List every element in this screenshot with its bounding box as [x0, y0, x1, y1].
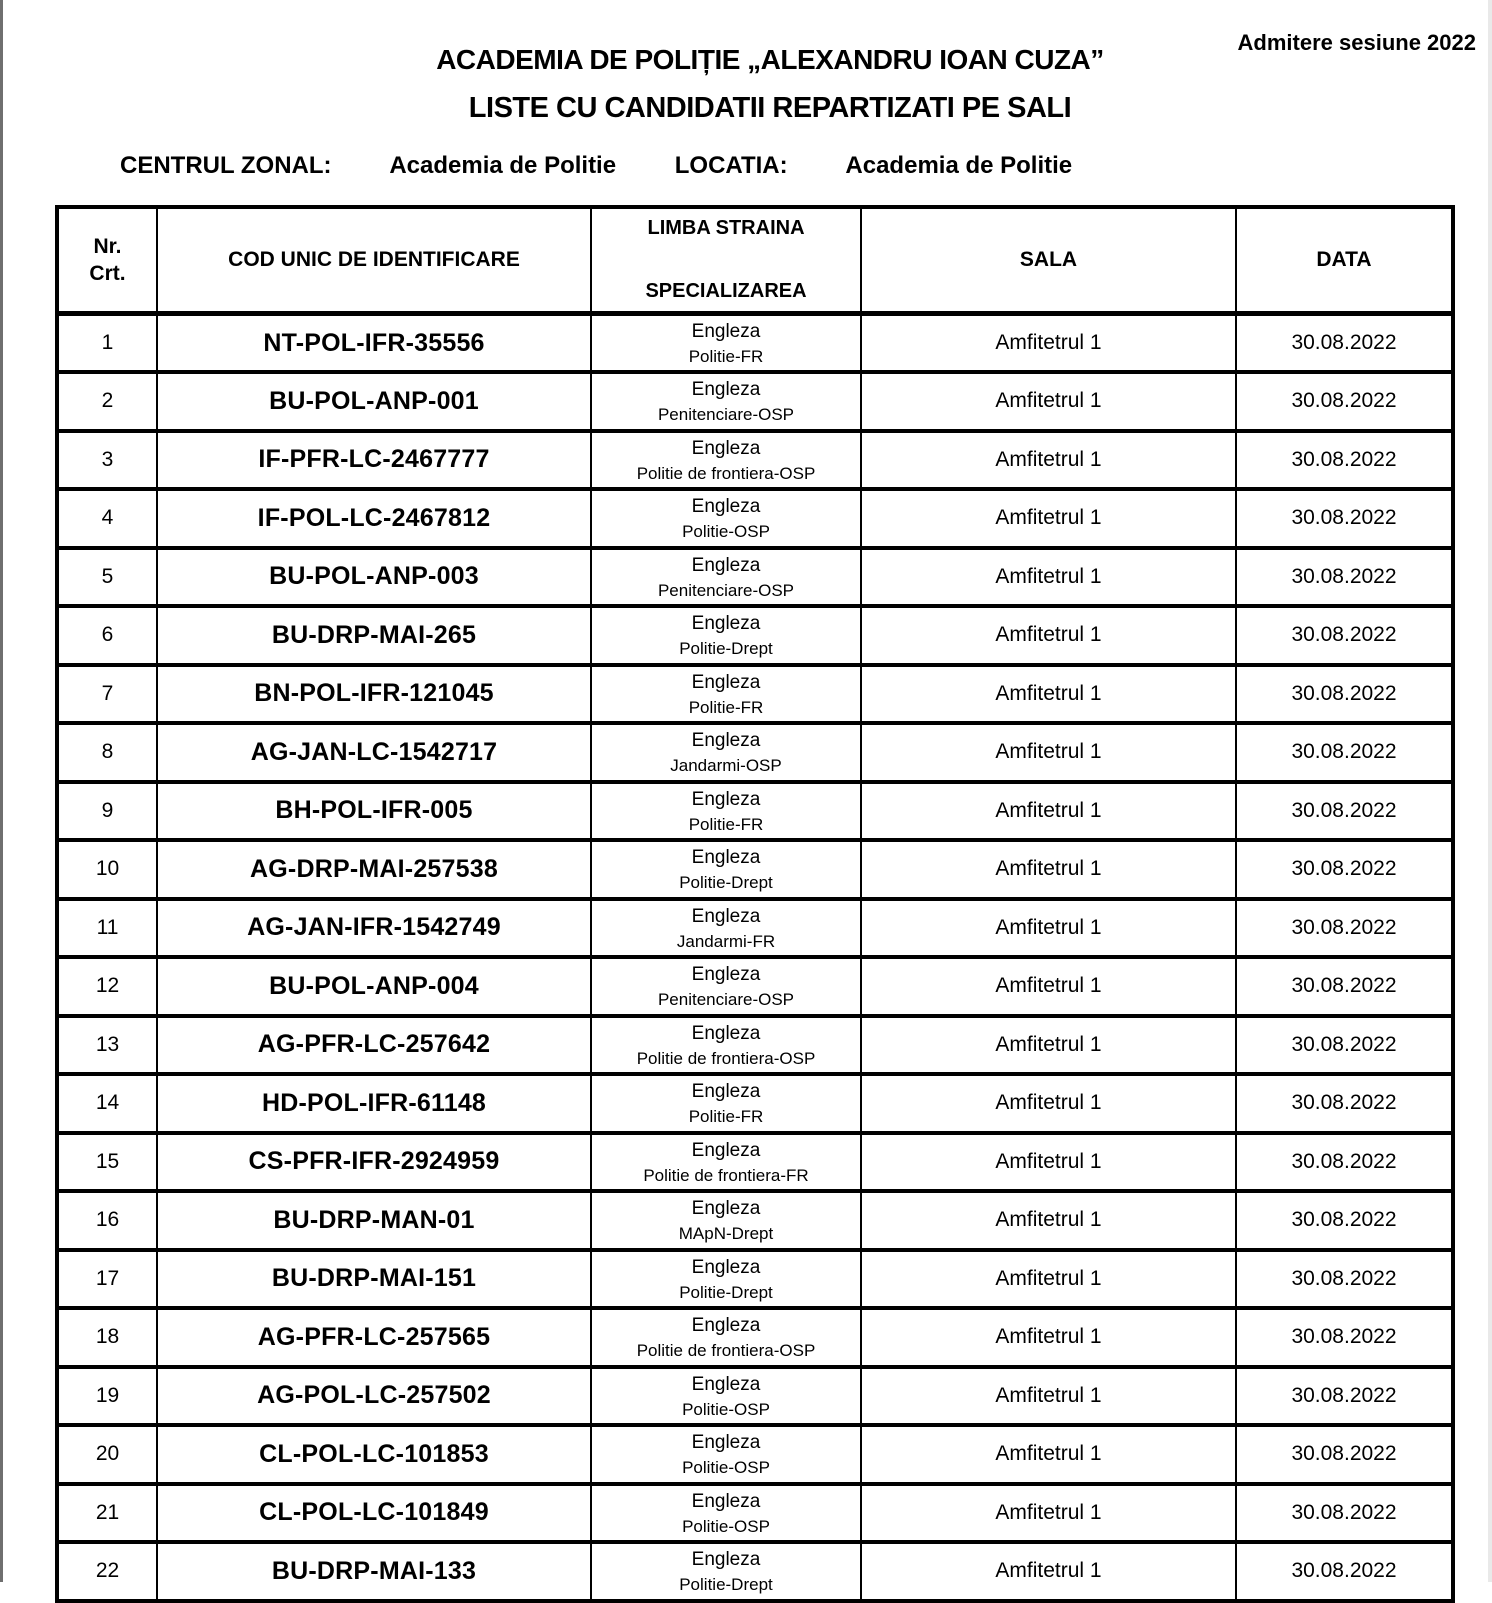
table-row: [57, 1016, 1453, 1075]
cell-language-specialization: [591, 548, 861, 607]
cell-code: CL-POL-LC-101849: [157, 1484, 591, 1543]
specialization-text: Jandarmi-OSP: [670, 756, 782, 776]
cell-code: IF-POL-LC-2467812: [157, 489, 591, 548]
cell-language-specialization: [591, 782, 861, 841]
cell-language-specialization: [591, 1250, 861, 1309]
language-text: Engleza: [691, 554, 761, 576]
cell-code: AG-JAN-IFR-1542749: [157, 899, 591, 958]
specialization-text: Politie-FR: [688, 347, 764, 366]
specialization-text: Politie-Drept: [679, 1575, 773, 1595]
language-text: Engleza: [691, 379, 761, 401]
session-label: Admitere sesiune 2022: [1237, 30, 1476, 55]
cell-code: NT-POL-IFR-35556: [157, 314, 591, 373]
table-row: [57, 489, 1453, 548]
cell-date: 30.08.2022: [1236, 372, 1453, 431]
cell-language-specialization: [591, 957, 861, 1016]
cell-language-specialization: [591, 899, 861, 958]
cell-date: 30.08.2022: [1236, 489, 1453, 548]
header-code: COD UNIC DE IDENTIFICARE: [157, 207, 591, 314]
cell-room: Amfitetrul 1: [861, 1308, 1236, 1367]
language-text: Engleza: [691, 1549, 761, 1571]
cell-room: Amfitetrul 1: [861, 1016, 1236, 1075]
table-row: [57, 840, 1453, 899]
cell-date: 30.08.2022: [1236, 1074, 1453, 1133]
table-row: [57, 782, 1453, 841]
location-label: LOCATIA:: [674, 152, 788, 179]
cell-room: Amfitetrul 1: [861, 782, 1236, 841]
specialization-text: Politie-FR: [688, 814, 764, 834]
cell-date: 30.08.2022: [1236, 1484, 1453, 1543]
cell-date: 30.08.2022: [1236, 899, 1453, 958]
candidates-table: [55, 205, 1455, 1603]
header-nr-line1: Nr.: [93, 235, 122, 258]
cell-nr: 16: [57, 1191, 157, 1250]
cell-room: Amfitetrul 1: [861, 1367, 1236, 1426]
cell-nr: 3: [57, 431, 157, 490]
table-row: [57, 957, 1453, 1016]
specialization-text: Politie-OSP: [682, 1458, 770, 1478]
cell-room: Amfitetrul 1: [861, 899, 1236, 958]
cell-code: AG-JAN-LC-1542717: [157, 723, 591, 782]
specialization-text: Politie-FR: [688, 697, 764, 717]
cell-nr: 22: [57, 1542, 157, 1601]
language-text: Engleza: [691, 788, 761, 810]
cell-code: BU-DRP-MAN-01: [157, 1191, 591, 1250]
header-room: SALA: [861, 207, 1236, 314]
cell-nr: 5: [57, 548, 157, 607]
language-text: Engleza: [691, 671, 761, 693]
cell-code: AG-DRP-MAI-257538: [157, 840, 591, 899]
cell-code: BN-POL-IFR-121045: [157, 665, 591, 724]
cell-nr: 7: [57, 665, 157, 724]
cell-room: Amfitetrul 1: [861, 1074, 1236, 1133]
cell-room: Amfitetrul 1: [861, 840, 1236, 899]
cell-code: IF-PFR-LC-2467777: [157, 431, 591, 490]
cell-nr: 10: [57, 840, 157, 899]
cell-date: 30.08.2022: [1236, 723, 1453, 782]
cell-code: BU-DRP-MAI-151: [157, 1250, 591, 1309]
table-header: [57, 207, 1453, 314]
cell-date: 30.08.2022: [1236, 1308, 1453, 1367]
cell-date: 30.08.2022: [1236, 548, 1453, 607]
language-text: Engleza: [691, 847, 761, 869]
table-row: [57, 1367, 1453, 1426]
cell-date: 30.08.2022: [1236, 1367, 1453, 1426]
specialization-text: Politie-OSP: [682, 1399, 770, 1419]
center-location-line: [120, 152, 1072, 180]
specialization-text: Politie-Drept: [679, 1282, 773, 1302]
cell-room: Amfitetrul 1: [861, 1542, 1236, 1601]
language-text: Engleza: [691, 730, 761, 752]
cell-code: BH-POL-IFR-005: [157, 782, 591, 841]
cell-code: BU-DRP-MAI-265: [157, 606, 591, 665]
specialization-text: Politie de frontiera-OSP: [636, 463, 816, 483]
table-row: [57, 1191, 1453, 1250]
table-row: [57, 548, 1453, 607]
cell-language-specialization: [591, 489, 861, 548]
language-text: Engleza: [691, 1373, 761, 1395]
language-text: Engleza: [691, 1490, 761, 1512]
cell-date: 30.08.2022: [1236, 1250, 1453, 1309]
specialization-text: Penitenciare-OSP: [657, 990, 795, 1010]
cell-date: 30.08.2022: [1236, 665, 1453, 724]
cell-room: Amfitetrul 1: [861, 606, 1236, 665]
cell-nr: 21: [57, 1484, 157, 1543]
page-subtitle: LISTE CU CANDIDATII REPARTIZATI PE SALI: [468, 92, 1072, 124]
language-text: Engleza: [691, 1432, 761, 1454]
specialization-text: Politie-Drept: [679, 873, 773, 893]
cell-language-specialization: [591, 1308, 861, 1367]
language-text: Engleza: [691, 1198, 761, 1220]
table-row: [57, 899, 1453, 958]
table-row: [57, 372, 1453, 431]
table-row: [57, 431, 1453, 490]
cell-nr: 13: [57, 1016, 157, 1075]
table-body: [57, 314, 1453, 1601]
cell-language-specialization: [591, 840, 861, 899]
cell-date: 30.08.2022: [1236, 957, 1453, 1016]
cell-language-specialization: [591, 1191, 861, 1250]
cell-language-specialization: [591, 431, 861, 490]
cell-room: Amfitetrul 1: [861, 314, 1236, 373]
cell-nr: 18: [57, 1308, 157, 1367]
cell-room: Amfitetrul 1: [861, 1425, 1236, 1484]
cell-code: AG-PFR-LC-257565: [157, 1308, 591, 1367]
cell-language-specialization: [591, 606, 861, 665]
language-text: Engleza: [691, 1256, 761, 1278]
cell-code: BU-DRP-MAI-133: [157, 1542, 591, 1601]
cell-room: Amfitetrul 1: [861, 548, 1236, 607]
language-text: Engleza: [691, 1081, 761, 1103]
cell-nr: 12: [57, 957, 157, 1016]
language-text: Engleza: [691, 905, 761, 927]
specialization-text: Politie-OSP: [682, 522, 770, 542]
cell-date: 30.08.2022: [1236, 1425, 1453, 1484]
table-row: [57, 1542, 1453, 1601]
table-row: [57, 1308, 1453, 1367]
header-date: DATA: [1236, 207, 1453, 314]
language-text: Engleza: [691, 964, 761, 986]
cell-language-specialization: [591, 1133, 861, 1192]
language-text: Engleza: [691, 1022, 761, 1044]
cell-room: Amfitetrul 1: [861, 431, 1236, 490]
table-row: [57, 606, 1453, 665]
cell-code: AG-PFR-LC-257642: [157, 1016, 591, 1075]
specialization-text: Politie-OSP: [682, 1516, 770, 1536]
header-nr: [57, 207, 157, 314]
cell-date: 30.08.2022: [1236, 1542, 1453, 1601]
cell-nr: 11: [57, 899, 157, 958]
cell-nr: 15: [57, 1133, 157, 1192]
table-row: [57, 1250, 1453, 1309]
zonal-center-value: Academia de Politie: [389, 152, 617, 179]
language-text: Engleza: [691, 613, 761, 635]
cell-date: 30.08.2022: [1236, 1133, 1453, 1192]
table-row: [57, 314, 1453, 373]
cell-room: Amfitetrul 1: [861, 1250, 1236, 1309]
cell-nr: 9: [57, 782, 157, 841]
cell-language-specialization: [591, 1542, 861, 1601]
cell-nr: 17: [57, 1250, 157, 1309]
cell-code: CS-PFR-IFR-2924959: [157, 1133, 591, 1192]
page-left-edge: [0, 0, 3, 1582]
header-language: LIMBA STRAINA: [647, 217, 805, 239]
cell-date: 30.08.2022: [1236, 840, 1453, 899]
cell-room: Amfitetrul 1: [861, 1484, 1236, 1543]
cell-date: 30.08.2022: [1236, 314, 1453, 373]
cell-date: 30.08.2022: [1236, 1191, 1453, 1250]
cell-language-specialization: [591, 1484, 861, 1543]
specialization-text: Politie de frontiera-FR: [643, 1165, 809, 1185]
cell-room: Amfitetrul 1: [861, 957, 1236, 1016]
cell-nr: 14: [57, 1074, 157, 1133]
language-text: Engleza: [691, 1315, 761, 1337]
table-row: [57, 1425, 1453, 1484]
cell-room: Amfitetrul 1: [861, 665, 1236, 724]
table-row: [57, 1074, 1453, 1133]
cell-nr: 20: [57, 1425, 157, 1484]
page-right-edge: [1488, 0, 1492, 1582]
table-row: [57, 1133, 1453, 1192]
cell-date: 30.08.2022: [1236, 606, 1453, 665]
cell-language-specialization: [591, 372, 861, 431]
page-title: ACADEMIA DE POLIȚIE „ALEXANDRU IOAN CUZA”: [436, 44, 1104, 75]
table-row: [57, 665, 1453, 724]
language-text: Engleza: [691, 1139, 761, 1161]
cell-language-specialization: [591, 665, 861, 724]
zonal-center-label: CENTRUL ZONAL:: [120, 152, 332, 179]
cell-code: BU-POL-ANP-001: [157, 372, 591, 431]
cell-nr: 4: [57, 489, 157, 548]
cell-nr: 6: [57, 606, 157, 665]
cell-date: 30.08.2022: [1236, 782, 1453, 841]
header-specialization: SPECIALIZAREA: [645, 280, 807, 302]
header-nr-line2: Crt.: [89, 262, 126, 285]
cell-language-specialization: [591, 314, 861, 373]
specialization-text: Politie de frontiera-OSP: [636, 1048, 816, 1068]
specialization-text: Penitenciare-OSP: [657, 580, 795, 600]
cell-nr: 8: [57, 723, 157, 782]
specialization-text: Politie-FR: [688, 1107, 764, 1127]
cell-code: CL-POL-LC-101853: [157, 1425, 591, 1484]
cell-room: Amfitetrul 1: [861, 723, 1236, 782]
cell-code: AG-POL-LC-257502: [157, 1367, 591, 1426]
location-value: Academia de Politie: [845, 152, 1073, 179]
cell-room: Amfitetrul 1: [861, 1133, 1236, 1192]
cell-code: HD-POL-IFR-61148: [157, 1074, 591, 1133]
header-language-specialization: [591, 207, 861, 314]
header-row: [57, 207, 1453, 314]
table-row: [57, 723, 1453, 782]
cell-date: 30.08.2022: [1236, 431, 1453, 490]
cell-date: 30.08.2022: [1236, 1016, 1453, 1075]
cell-language-specialization: [591, 1016, 861, 1075]
cell-nr: 1: [57, 314, 157, 373]
language-text: Engleza: [691, 437, 761, 459]
specialization-text: Politie-Drept: [679, 639, 773, 659]
cell-language-specialization: [591, 723, 861, 782]
cell-room: Amfitetrul 1: [861, 372, 1236, 431]
cell-language-specialization: [591, 1425, 861, 1484]
table-row: [57, 1484, 1453, 1543]
cell-language-specialization: [591, 1074, 861, 1133]
specialization-text: MApN-Drept: [678, 1224, 774, 1244]
cell-room: Amfitetrul 1: [861, 489, 1236, 548]
cell-nr: 19: [57, 1367, 157, 1426]
specialization-text: Jandarmi-FR: [676, 931, 776, 951]
cell-language-specialization: [591, 1367, 861, 1426]
cell-nr: 2: [57, 372, 157, 431]
cell-code: BU-POL-ANP-004: [157, 957, 591, 1016]
cell-room: Amfitetrul 1: [861, 1191, 1236, 1250]
specialization-text: Penitenciare-OSP: [657, 405, 795, 425]
language-text: Engleza: [691, 321, 761, 342]
specialization-text: Politie de frontiera-OSP: [636, 1341, 816, 1361]
cell-code: BU-POL-ANP-003: [157, 548, 591, 607]
language-text: Engleza: [691, 496, 761, 518]
